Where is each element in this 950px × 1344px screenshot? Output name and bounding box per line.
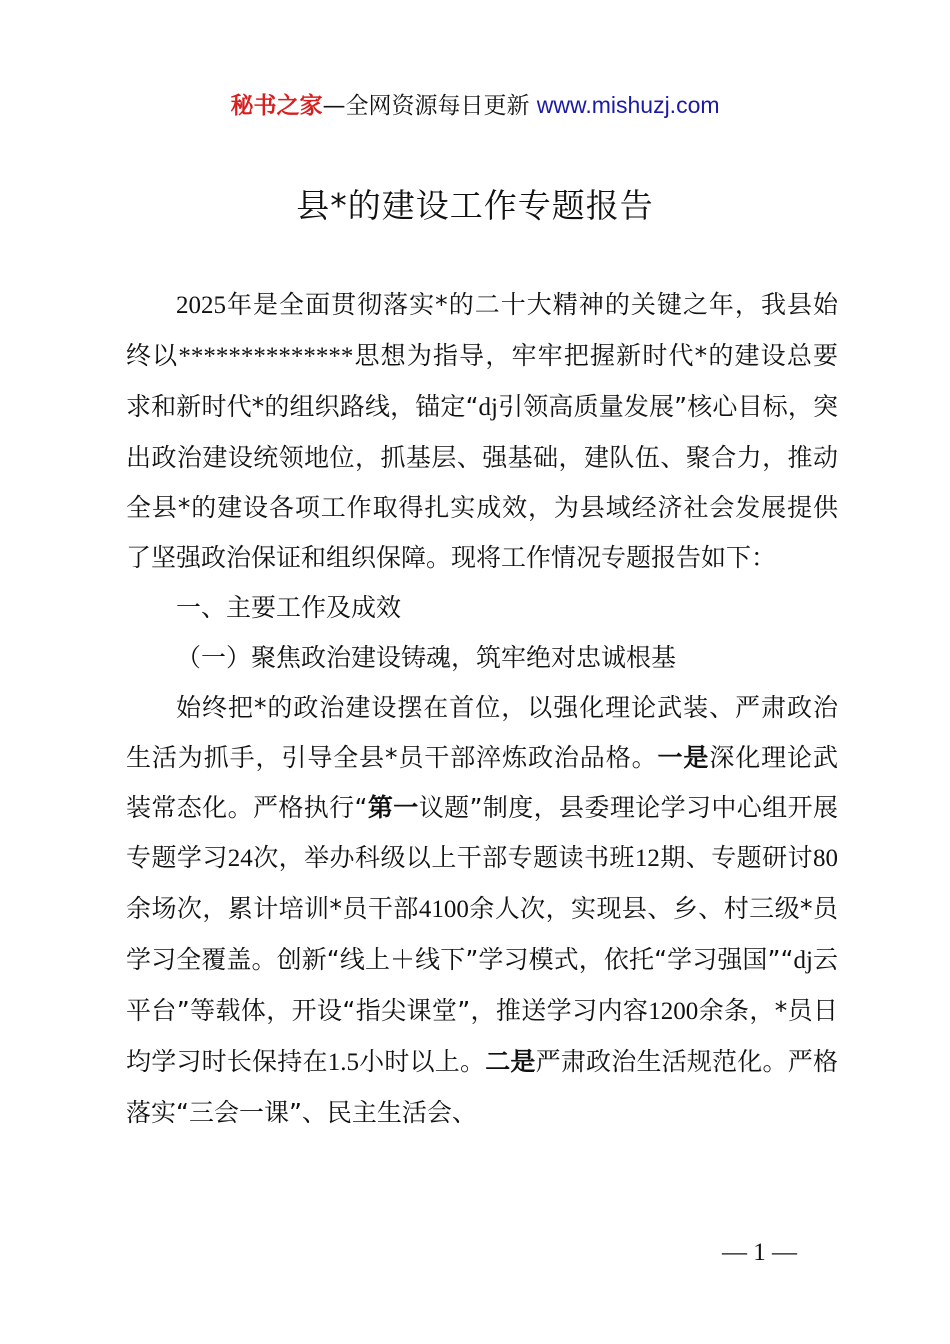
page-number: — 1 — <box>722 1239 797 1266</box>
site-url-link[interactable]: www.mishuzj.com <box>536 92 720 118</box>
section-heading: 一、主要工作及成效 <box>176 593 402 622</box>
site-header <box>0 88 950 123</box>
body-paragraph: 始终把*的政治建设摆在首位，以强化理论武装、严肃政治生活为抓手，引导全县*员干部淬炼政治品格。一是深化理论武装常态化。严格执行“第一议题”制度，县委理论学习中心组开展专题学习24次，举办科级以上干部专题读书班12期、专题研讨80余场次，累计培训*员干部4100余人次，实现县、乡、村三级*员学习全覆盖。创新“线上＋线下”学习模式，依托“学习强国”“dj云平台”等载体，开设“指尖课堂”，推送学习内容1200余条，*员日均学习时长保持在1.5小时以上。二是严肃政治生活规范化。严格落实“三会一课”、民主生活会、 <box>126 693 838 1127</box>
header-tagline: —全网资源每日更新 <box>322 93 530 119</box>
intro-paragraph: 2025年是全面贯彻落实*的二十大精神的关键之年，我县始终以**************思想为指导，牢牢把握新时代*的建设总要求和新时代*的组织路线，锚定“dj引领高质量发展”核心目标，突出政治建设统领地位，抓基层、强基础，建队伍、聚合力，推动全县*的建设各项工作取得扎实成效，为县域经济社会发展提供了坚强政治保证和组织保障。现将工作情况专题报告如下： <box>126 290 839 572</box>
document-body <box>126 280 838 1138</box>
document-title: 县*的建设工作专题报告 <box>296 186 654 225</box>
brand-name: 秘书之家 <box>230 93 323 119</box>
subsection-heading: （一）聚焦政治建设铸魂，筑牢绝对忠诚根基 <box>176 643 677 672</box>
